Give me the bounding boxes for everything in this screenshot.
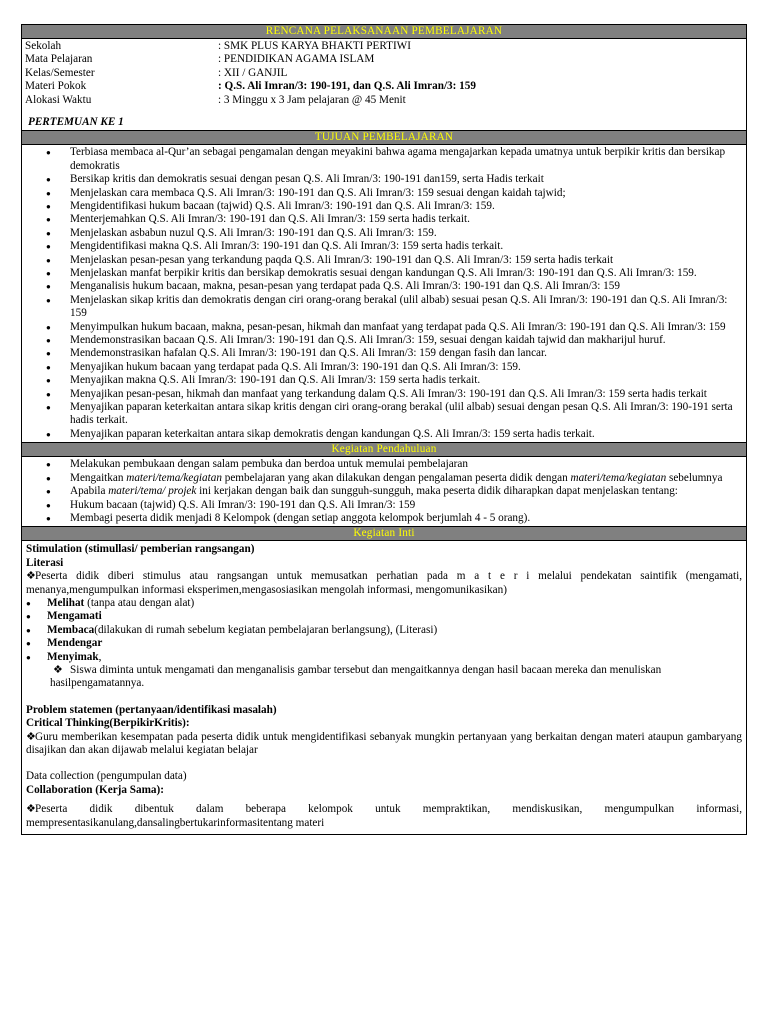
list-item: ● Mengidentifikasi makna Q.S. Ali Imran/3: 190-191 dan Q.S. Ali Imran/3: 159 serta hadis terkait. [22, 240, 742, 253]
literasi-label: Literasi [26, 556, 64, 569]
identity-value: : SMK PLUS KARYA BHAKTI PERTIWI [218, 40, 411, 52]
paragraph-text: Siswa diminta untuk mengamati dan menganalisis gambar tersebut dan mengaitkannya dengan hasil bacaan mereka dan menuliskan hasilpengamatannya. [50, 663, 662, 690]
diamond-bullet-icon: ❖ [26, 570, 37, 583]
identity-row [25, 94, 746, 107]
critical-thinking-label: Critical Thinking(BerpikirKritis): [26, 717, 190, 730]
list-item: ● Menterjemahkan Q.S. Ali Imran/3: 190-191 dan Q.S. Ali Imran/3: 159 serta hadis terkait. [22, 213, 742, 226]
meeting-label: PERTEMUAN KE 1 [28, 115, 124, 128]
list-item: ● Menjelaskan pesan-pesan yang terkandung paqda Q.S. Ali Imran/3: 190-191 dan Q.S. Ali Imran/3: 159 serta hadis terkait [22, 254, 742, 267]
list-item [26, 597, 742, 610]
paragraph-text: Peserta didik dibentuk dalam beberapa kelompok untuk mempraktikan, mendiskusikan, mengumpulkan informasi, [35, 803, 742, 816]
list-item: ● Menyajikan makna Q.S. Ali Imran/3: 190-191 dan Q.S. Ali Imran/3: 159 serta hadis terkait. [22, 374, 742, 387]
tujuan-list [22, 145, 746, 442]
list-item: ● Menyajikan pesan-pesan, hikmah dan manfaat yang terkandung dalam Q.S. Ali Imran/3: 190-191 dan Q.S. Ali Imran/3: 159 serta hadis terkait [22, 388, 742, 401]
identity-row [25, 80, 746, 93]
siswa-paragraph [26, 664, 742, 691]
activity-note: (tanpa atau dengan alat) [84, 596, 195, 609]
kelompok-paragraph-line1 [26, 803, 742, 816]
activity-label: Mengamati [47, 610, 102, 623]
paragraph-text: Guru memberikan kesempatan pada peserta didik untuk mengidentifikasi sebanyak mungkin pertanyaan yang berkaitan dengan materi ataupun gambaryang disajikan dan akan dijawab melalui kegiatan belajar [26, 730, 742, 757]
diamond-bullet-icon: ❖ [26, 803, 37, 816]
data-collection-label: Data collection (pengumpulan data) [26, 770, 187, 783]
activity-label: Menyimak [47, 650, 99, 663]
pendahuluan-heading: Kegiatan Pendahuluan [22, 442, 746, 457]
list-item: ● Menyajikan hukum bacaan yang terdapat pada Q.S. Ali Imran/3: 190-191 dan Q.S. Ali Imran/3: 159. [22, 361, 742, 374]
problem-heading: Problem statemen (pertanyaan/identifikasi masalah) [26, 703, 277, 716]
identity-row [25, 53, 746, 66]
inti-section [22, 541, 746, 834]
stimulation-heading: Stimulation (stimullasi/ pemberian rangsangan) [26, 543, 255, 556]
identity-value: : PENDIDIKAN AGAMA ISLAM [218, 53, 375, 66]
text-run-italic: materi/tema/ projek [108, 485, 197, 498]
activity-label: Melihat [47, 596, 85, 609]
list-item: ● Menyajikan paparan keterkaitan antara sikap kritis dengan ciri orang-orang berakal (ulil albab) sesuai dengan pesan Q.S. Ali Imran/3: 190-191 serta hadis terkait. [22, 401, 742, 428]
lesson-plan-document [21, 24, 747, 835]
list-item: ● Menyimpulkan hukum bacaan, makna, pesan-pesan, hikmah dan manfaat yang terdapat pada Q.S. Ali Imran/3: 190-191 dan Q.S. Ali Imran/3: 159 [22, 321, 742, 334]
list-item: ● Menjelaskan asbabun nuzul Q.S. Ali Imran/3: 190-191 dan Q.S. Ali Imran/3: 159. [22, 227, 742, 240]
identity-key: Kelas/Semester [25, 66, 95, 79]
paragraph-text: Peserta didik diberi stimulus atau rangsangan untuk memusatkan perhatian pada m a t e r i melalui pendekatan saintifik (mengamati, menanya,mengumpulkan informasi eksperimen,mengasosiasikan mengolah informasi, mengomunikasikan) [26, 570, 742, 596]
text-run-italic: materi/tema/kegiatan [570, 471, 667, 484]
list-item: ● Mendemonstrasikan hafalan Q.S. Ali Imran/3: 190-191 dan Q.S. Ali Imran/3: 159 dengan fasih dan lancar. [22, 347, 742, 360]
identity-key: Alokasi Waktu [25, 93, 92, 106]
identity-value: : 3 Minggu x 3 Jam pelajaran @ 45 Menit [218, 93, 406, 106]
list-item: ● Menganalisis hukum bacaan, makna, pesan-pesan yang terdapat pada Q.S. Ali Imran/3: 190-191 dan Q.S. Ali Imran/3: 159 [22, 280, 742, 293]
inti-heading: Kegiatan Inti [22, 526, 746, 541]
identity-key: Mata Pelajaran [25, 53, 93, 66]
document-title: RENCANA PELAKSANAAN PEMBELAJARAN [22, 25, 746, 39]
diamond-bullet-icon: ❖ [53, 663, 64, 676]
text-run-italic: materi/tema/kegiatan [126, 471, 222, 484]
text-run: Mengaitkan [70, 471, 127, 484]
list-item: ● Menjelaskan sikap kritis dan demokratis dengan ciri orang-orang berakal (ulil albab) sesuai pesan Q.S. Ali Imran/3: 190-191 dan Q.S. Ali Imran/3: 159 [22, 294, 742, 321]
list-item: ● Menjelaskan manfat berpikir kritis dan bersikap demokratis sesuai dengan kandungan Q.S. Ali Imran/3: 190-191 dan Q.S. Ali Imran/3: 159. [22, 267, 742, 280]
list-item: ● Terbiasa membaca al-Qur’an sebagai pengamalan dengan meyakini bahwa agama mengajarkan kepada umatnya untuk berpikir kritis dan bersikap demokratis [22, 146, 742, 173]
text-run: pembelajaran yang akan dilakukan dengan pengalaman peserta didik dengan [221, 471, 571, 484]
identity-row [25, 67, 746, 80]
activity-label: Mendengar [47, 637, 103, 650]
list-item [22, 485, 742, 498]
pendahuluan-list [22, 457, 746, 526]
identity-key: Materi Pokok [25, 80, 87, 93]
activity-label: Membaca [47, 623, 95, 636]
list-item [26, 624, 742, 637]
list-item [26, 651, 742, 664]
activity-note: (dilakukan di rumah sebelum kegiatan pembelajaran berlangsung), (Literasi) [94, 623, 438, 636]
identity-value: : XII / GANJIL [218, 66, 288, 79]
list-item: ● Hukum bacaan (tajwid) Q.S. Ali Imran/3: 190-191 dan Q.S. Ali Imran/3: 159 [22, 499, 742, 512]
list-item: ● Membagi peserta didik menjadi 8 Kelompok (dengan setiap anggota kelompok berjumlah 4 - 5 orang). [22, 512, 742, 525]
collaboration-label: Collaboration (Kerja Sama): [26, 783, 164, 796]
list-item: ● Mengidentifikasi hukum bacaan (tajwid) Q.S. Ali Imran/3: 190-191 dan Q.S. Ali Imran/3: 159. [22, 200, 742, 213]
activity-list [26, 597, 742, 664]
list-item [26, 637, 742, 650]
activity-note: , [98, 650, 102, 663]
list-item: ● Melakukan pembukaan dengan salam pembuka dan berdoa untuk memulai pembelajaran [22, 458, 742, 471]
text-run: ini kerjakan dengan baik dan sungguh-sungguh, maka peserta didik diharapkan dapat menjelaskan tentang: [196, 485, 678, 498]
list-item: ● Mendemonstrasikan bacaan Q.S. Ali Imran/3: 190-191 dan Q.S. Ali Imran/3: 159, sesuai dengan kaidah tajwid dan makharijul huruf. [22, 334, 742, 347]
identity-value: : Q.S. Ali Imran/3: 190-191, dan Q.S. Ali Imran/3: 159 [218, 80, 476, 93]
identity-key: Sekolah [25, 40, 62, 52]
list-item: ● Menjelaskan cara membaca Q.S. Ali Imran/3: 190-191 dan Q.S. Ali Imran/3: 159 sesuai dengan kaidah tajwid; [22, 187, 742, 200]
identity-section [22, 39, 746, 130]
text-run: sebelumnya [666, 471, 723, 484]
text-run: Apabila [70, 485, 109, 498]
kelompok-paragraph-line2: mempresentasikanulang,dansalingbertukarinformasitentang materi [26, 816, 325, 829]
list-item: ● Bersikap kritis dan demokratis sesuai dengan pesan Q.S. Ali Imran/3: 190-191 dan159, serta Hadis terkait [22, 173, 742, 186]
diamond-bullet-icon: ❖ [26, 730, 37, 743]
list-item [26, 610, 742, 623]
tujuan-heading: TUJUAN PEMBELAJARAN [22, 130, 746, 145]
stimulus-paragraph [26, 570, 742, 597]
identity-row [25, 40, 746, 53]
list-item: ● Menyajikan paparan keterkaitan antara sikap demokratis dengan kandungan Q.S. Ali Imran/3: 159 serta hadis terkait. [22, 428, 742, 441]
guru-paragraph [26, 731, 742, 758]
list-item [22, 472, 742, 485]
